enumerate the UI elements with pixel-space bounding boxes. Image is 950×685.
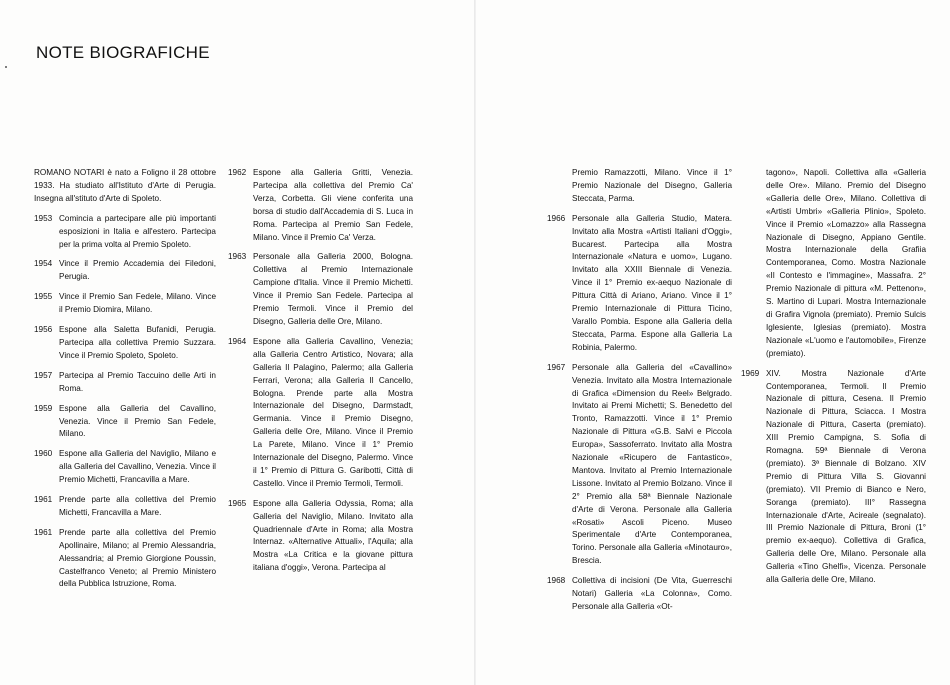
- entry-text: Prende parte alla collettiva del Premio Apollinaire, Milano; al Premio Alessandria, Alessandria; al Premio Giorgione Poussin, Castelfranco Veneto; al Premio Ministero della Pubblica Istruzione, Roma.: [59, 527, 216, 589]
- column-4: [741, 167, 926, 594]
- entry: [34, 324, 216, 363]
- entry-text: XIV. Mostra Nazionale d'Arte Contemporanea, Termoli. Il Premio Nazionale di pittura, Cesena. Il Premio Nazionale di Pittura, Sciacca. I Mostra Nazionale di Pittura, Caserta (premiato). XIII Premio Campigna, S. Sofia di Romagna. 59ª Biennale di Verona (premiato). 3ª Biennale di Bolzano. XIV Premio di Pittura Villa S. Giovanni (premiato). VII Premio di Bianco e Nero, Soranga (premiato). III° Rassegna Internazionale d'Arte, Acireale (segnalato). III Premio Nazionale di Pittura, Broni (1° premio ex-aequo). Collettiva di Grafica, Galleria delle Ore, Milano. Personale alla Galleria «Tino Ghelfi», Vicenza. Personale alla Galleria delle Ore, Milano.: [766, 368, 926, 585]
- entry-year: 1962: [228, 168, 247, 177]
- entry-text: Personale alla Galleria Studio, Matera. Invitato alla Mostra «Artisti Italiani d'Oggi», Bucarest. Partecipa alla Mostra Internazionale «Natura e uomo», Lugano. Invitato alla XXIII Biennale di Venezia. Vince il 1° Premio ex-aequo Nazionale di Pittura Città di Ariano, Ariano. Vince il 1° Premio Internazionale di Pittura Ticino, Varallo Pombia. Espone alla Galleria della Steccata, Parma. Espone alla Galleria La Robinia, Palermo.: [572, 213, 732, 352]
- entry-year: 1969: [741, 368, 760, 378]
- continued-text: Premio Ramazzotti, Milano. Vince il 1° Premio Nazionale del Disegno, Galleria Steccata, Parma.: [572, 168, 732, 203]
- entry-text: Espone alla Galleria Gritti, Venezia. Partecipa alla collettiva del Premio Ca' Verza, Corbetta. Gli viene conferita una borsa di studio dall'Accademia di S. Luca in Roma. Partecipa al Premio San Fedele, Milano. Vince il Premio Ca' Verza.: [253, 168, 413, 242]
- entry-text: Prende parte alla collettiva del Premio Michetti, Francavilla a Mare.: [59, 495, 216, 517]
- entry-year: 1954: [34, 259, 53, 269]
- entry: [34, 403, 216, 442]
- entry-text: Personale alla Galleria 2000, Bologna. Collettiva al Premio Internazionale Campione d'Italia. Vince il Premio Michetti. Vince il Premio San Fedele. Partecipa al Premio Termoli. Vince il Premio del Disegno, Galleria delle Ore, Milano.: [253, 252, 413, 326]
- entry: [34, 527, 216, 592]
- entry: [228, 336, 413, 491]
- entry-year: 1966: [547, 213, 566, 223]
- entry: [228, 167, 413, 244]
- entry-year: 1957: [34, 370, 53, 380]
- entry-text: Partecipa al Premio Taccuino delle Arti in Roma.: [59, 370, 216, 393]
- left-page: [0, 0, 474, 685]
- entry-year: 1961: [34, 495, 53, 505]
- entry-text: Vince il Premio San Fedele, Milano. Vince il Premio Diomira, Milano.: [59, 292, 216, 315]
- entry-text: Espone alla Galleria del Naviglio, Milano e alla Galleria del Cavallino, Venezia. Vince il Premio Michetti, Francavilla a Mare.: [59, 449, 216, 485]
- entry: [34, 213, 216, 252]
- entry: [34, 494, 216, 520]
- entry: [547, 362, 732, 569]
- entry: [741, 368, 926, 587]
- entry-text: Personale alla Galleria del «Cavallino» Venezia. Invitato alla Mostra Internazionale di Grafica «Dimension du Reel» Belgrado. Invitato ai Premi Michetti; S. Benedetto del Tronto, Ramazzotti. Vince il 1° Premio Nazionale di Pittura «G.B. Salvi e Piccola Europa», Sassoferrato. Invitato alla Mostra Nazionale «Ricupero de Fantastico», Mantova. Invitato al Premio Internazionale Lissone. Invitato al Premio Bolzano. Vince il 2° Premio alla 58ª Biennale Nazionale d'Arte di Verona. Personale alla Galleria «Rosati» Ascoli Piceno. Museo Sperimentale d'Arte Contemporanea, Torino. Personale alla Galleria «Minotauro», Brescia.: [572, 362, 732, 566]
- entry-text: Vince il Premio Accademia dei Filedoni, Perugia.: [59, 259, 216, 282]
- entry-year: 1961: [34, 527, 53, 537]
- page-speck: [5, 66, 7, 68]
- column-2: [228, 167, 413, 582]
- entry: [228, 251, 413, 328]
- entry-text: Espone alla Galleria Cavallino, Venezia; alla Galleria Centro Artistico, Novara; alla Galleria Il Palagino, Palermo; alla Galleria Ferrari, Verona; alla Galleria Il Cancello, Bologna. Prende parte alla Mostra Internazionale del Disegno, Darmstadt, Germania. Vince il Premio Disegno, Galleria delle Ore, Milano. Vince il Premio La Parete, Milano. Vince il 1° Premio Internazionale del Disegno, Palermo. Vince il 1° Premio di Pittura G. Garibotti, Città di Castello. Vince il Premio Termoli, Termoli.: [253, 336, 413, 488]
- entry: [547, 575, 732, 614]
- continued-text: tagono», Napoli. Collettiva alla «Galleria delle Ore». Milano. Premio del Disegno «Galleria delle Ore», Milano. Collettiva di «Artisti Umbri» «Galleria Plinio», Spoleto. Vince il Premio «Lomazzo» alla Rassegna Nazionale di Disegno, Appiano Gentile. Mostra Internazionale della Grafiia Contemporanea, Como. Mostra Nazionale «Il Contesto e l'immagine», Massafra. 2° Premio Nazionale di pittura «M. Pettenon», S. Martino di Lupari. Mostra Internazionale di Grafira Vignola (premiato). Premio Sulcis Iglesiente, Iglesias (premiato). Mostra Nazionale «L'uomo e l'automobile», Firenze (premiato).: [766, 168, 926, 358]
- entry: [34, 370, 216, 396]
- entry-text: Collettiva di incisioni (De Vita, Guerreschi Notari) Galleria «La Colonna», Como. Personale alla Galleria «Ot-: [572, 576, 732, 611]
- entry-text: Comincia a partecipare alle più importanti esposizioni in Italia e all'estero. Partecipa per la prima volta al Premio Spoleto.: [59, 213, 216, 249]
- entry-year: 1956: [34, 325, 53, 335]
- entry-year: 1960: [34, 449, 53, 459]
- entry: [34, 258, 216, 284]
- entry-year: 1967: [547, 362, 566, 372]
- column-1: [34, 167, 216, 598]
- entry-year: 1955: [34, 292, 53, 302]
- entry-text: Espone alla Galleria Odyssia, Roma; alla Galleria del Naviglio, Milano. Invitato alla Quadriennale d'Arte in Roma; alla Mostra Internaz. «Alternative Attuali», l'Aquila; alla Mostra «La Critica e la giovane pittura italiana d'oggi», Verona. Partecipa al: [253, 498, 413, 573]
- entry: [34, 448, 216, 487]
- entry-year: 1953: [34, 213, 53, 223]
- entry-text: Espone alla Galleria del Cavallino, Venezia. Vince il Premio San Fedele, Milano.: [59, 403, 216, 439]
- page-heading: NOTE BIOGRAFICHE: [36, 43, 210, 62]
- entry: [547, 213, 732, 355]
- intro-paragraph: ROMANO NOTARI è nato a Foligno il 28 ottobre 1933. Ha studiato all'Istituto d'Arte di Perugia. Insegna all'stituto d'Arte di Spoleto.: [34, 168, 216, 203]
- entry-year: 1963: [228, 252, 247, 262]
- entry-year: 1964: [228, 336, 247, 346]
- entry-year: 1968: [547, 576, 566, 586]
- entry: [228, 498, 413, 575]
- entry: [34, 291, 216, 317]
- column-3: [547, 167, 732, 621]
- entry-text: Espone alla Saletta Bufanidi, Perugia. Partecipa alla collettiva Premio Suzzara. Vince il Premio Spoleto, Spoleto.: [59, 325, 216, 360]
- entry-year: 1965: [228, 498, 247, 508]
- entry-year: 1959: [34, 403, 53, 413]
